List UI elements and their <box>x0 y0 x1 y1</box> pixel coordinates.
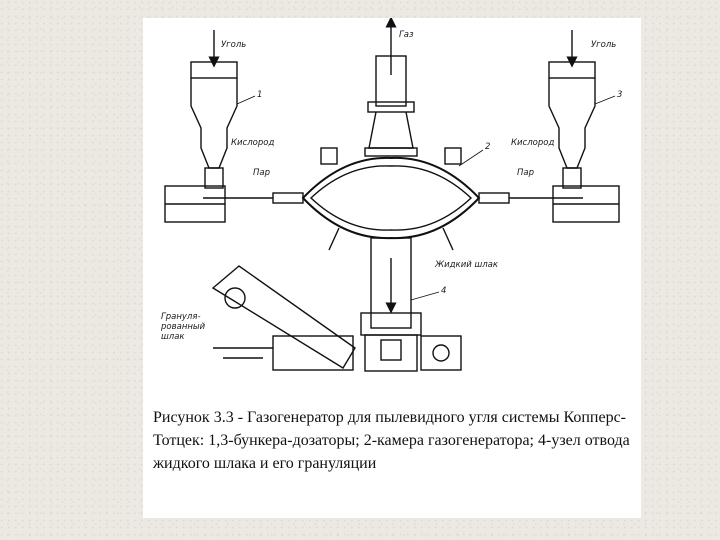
gasifier-drawing <box>143 18 641 380</box>
label-coal-right: Уголь <box>591 40 617 50</box>
label-number-3: 3 <box>617 90 623 100</box>
label-granulated-slag-2: рованный <box>161 322 206 332</box>
label-coal-left: Уголь <box>221 40 247 50</box>
burner-pipes <box>203 193 583 203</box>
label-granulated-slag-1: Грануля- <box>161 312 201 322</box>
slag-outlet <box>361 238 421 371</box>
label-number-1: 1 <box>257 90 263 100</box>
figure-caption: Рисунок 3.3 - Газогенератор для пылевидного угля системы Копперс-Тотцек: 1,3-бункера-дозаторы; 2-камера газогенератора; 4-узел отвода жидкого шлака и его грануляции <box>153 409 630 472</box>
label-granulated-slag-3: шлак <box>161 332 185 342</box>
slag-conveyor <box>213 266 461 370</box>
bunker-right <box>549 30 619 222</box>
label-number-4: 4 <box>441 286 447 296</box>
bunker-left <box>165 30 237 222</box>
gas-outlet-pipe <box>365 22 417 156</box>
label-steam-left: Пар <box>253 168 270 178</box>
gasifier-chamber <box>303 148 479 250</box>
gasifier-diagram <box>143 18 641 380</box>
label-number-2: 2 <box>485 142 491 152</box>
label-liquid-slag: Жидкий шлак <box>435 260 498 270</box>
label-oxygen-left: Кислород <box>231 138 275 148</box>
slide-card <box>143 18 641 518</box>
label-steam-right: Пар <box>517 168 534 178</box>
label-oxygen-right: Кислород <box>511 138 555 148</box>
label-gas: Газ <box>399 30 414 40</box>
